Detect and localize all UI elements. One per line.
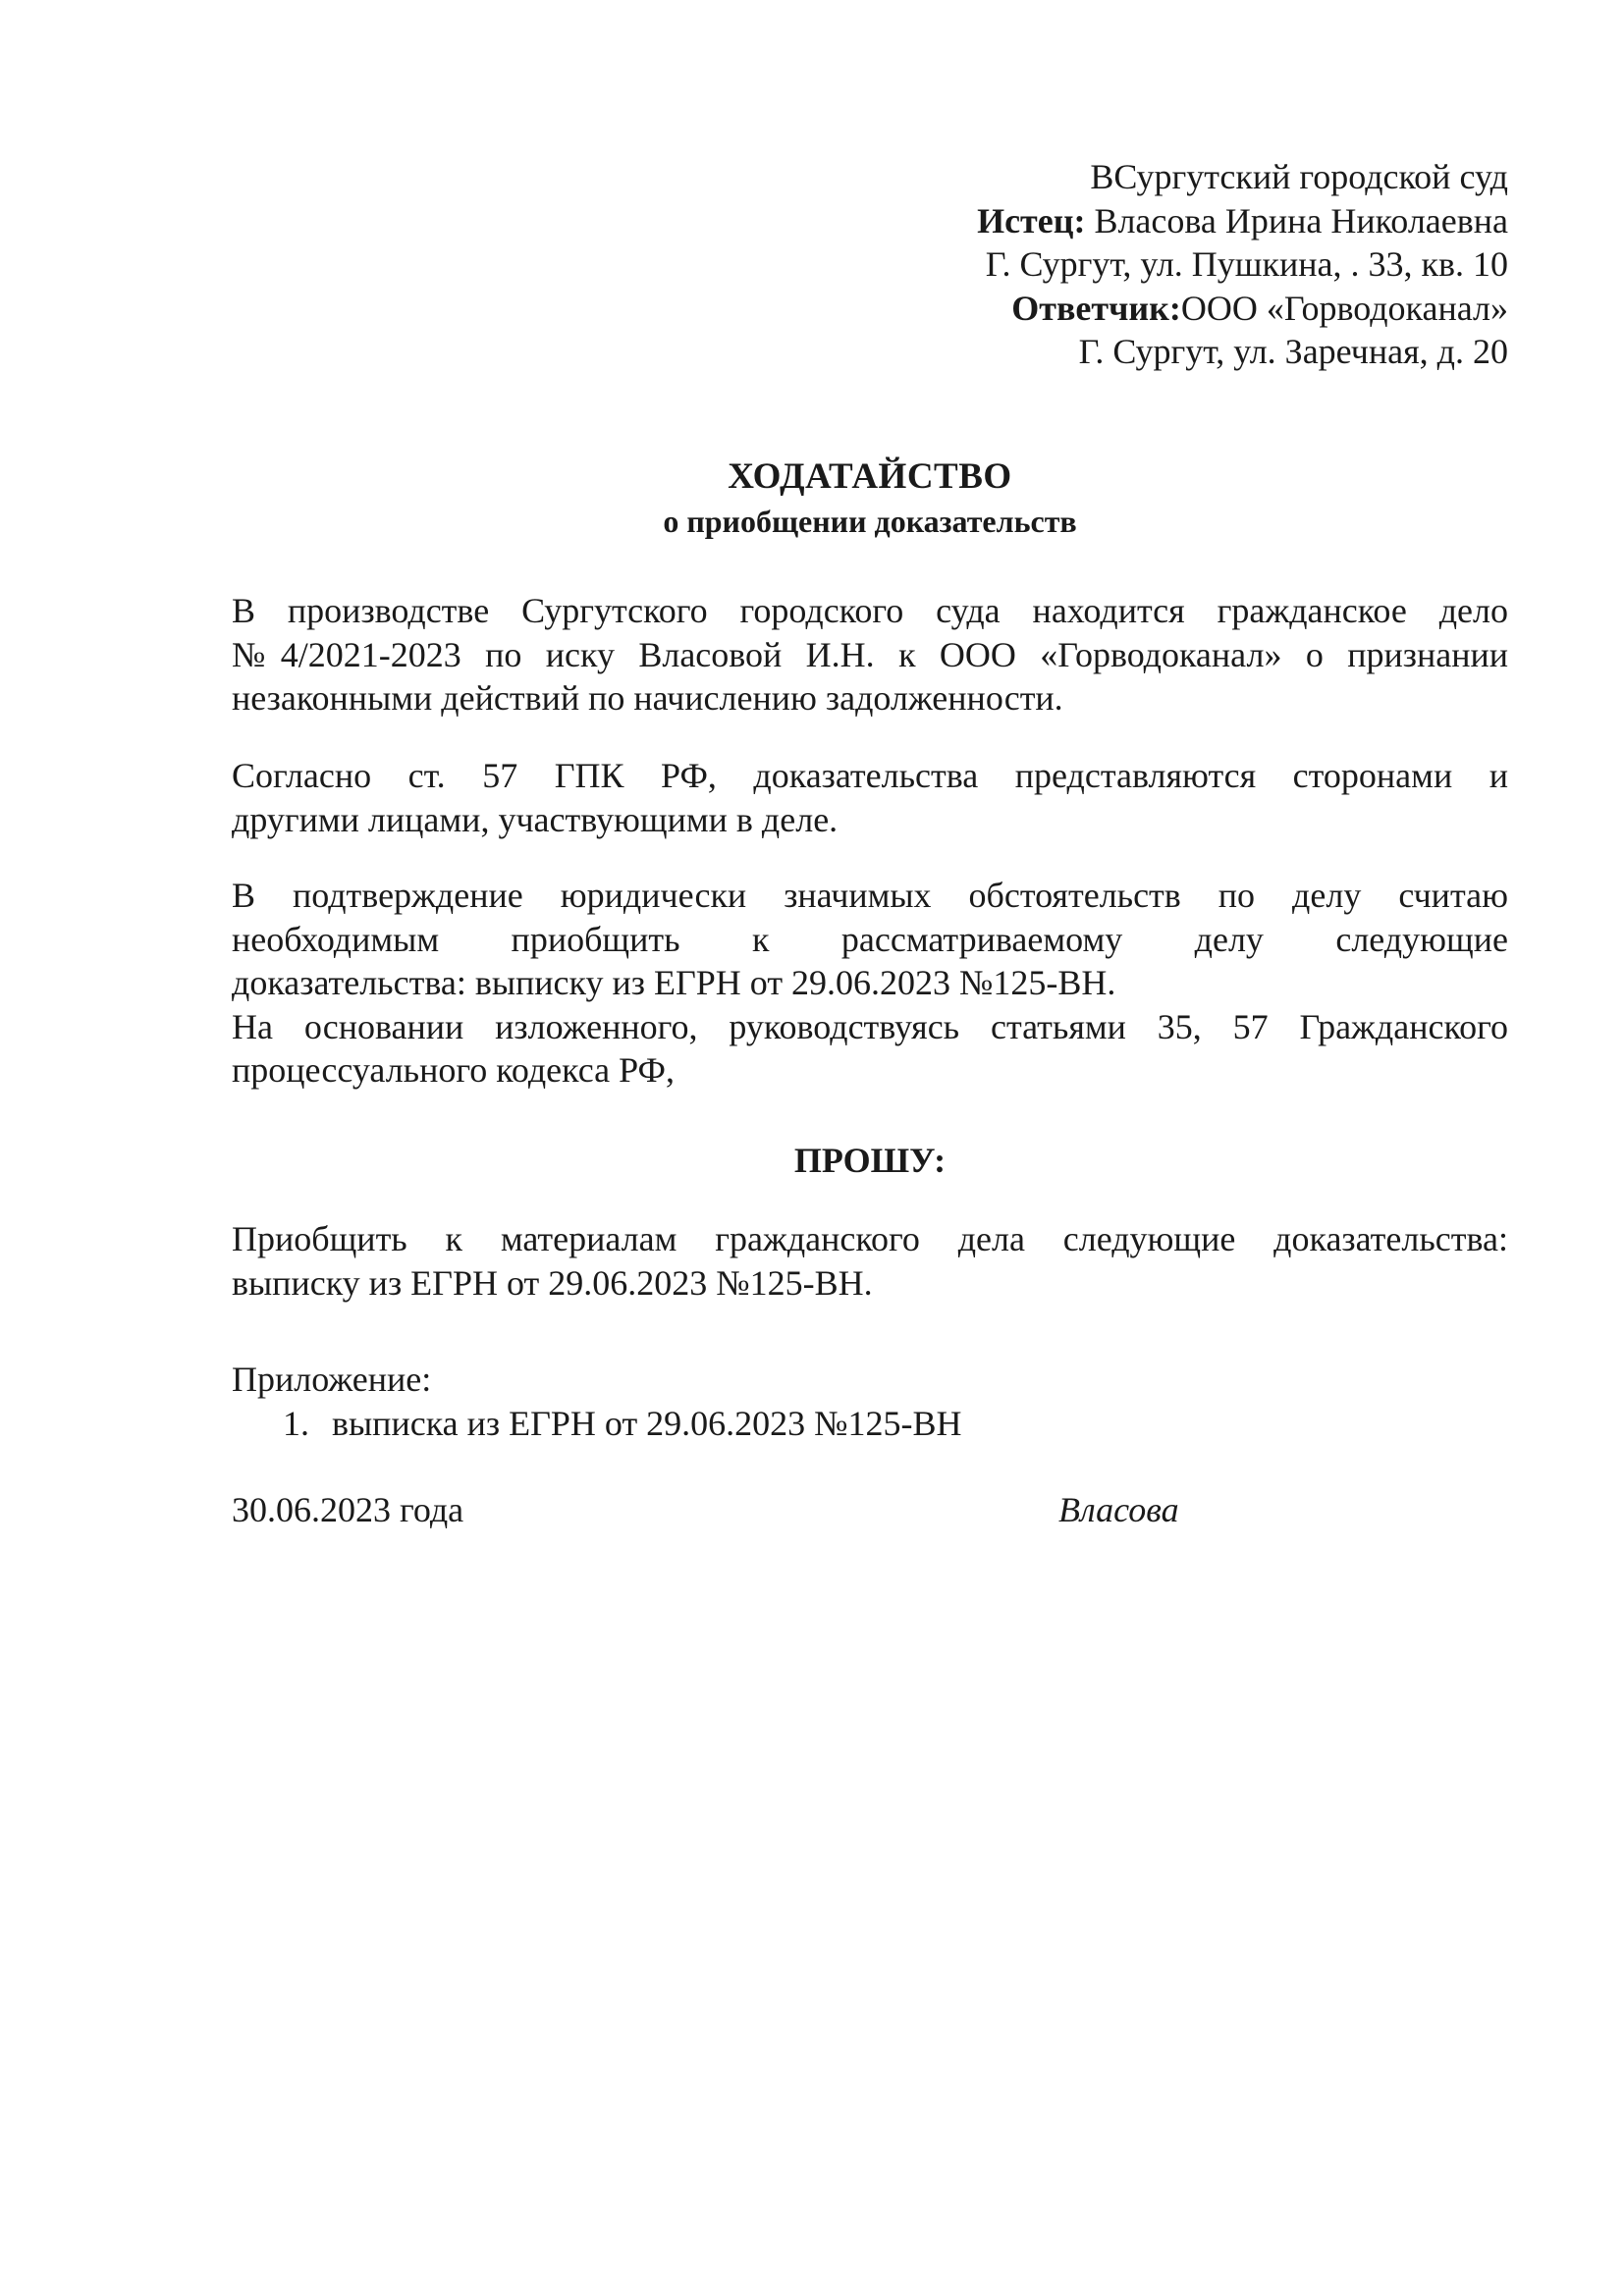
paragraph-legal-basis — [232, 754, 1508, 841]
defendant-name: ООО «Горводоканал» — [1180, 288, 1508, 328]
title-main: ХОДАТАЙСТВО — [728, 456, 1012, 497]
attachment-text: выписка из ЕГРН от 29.06.2023 №125-ВН — [332, 1404, 962, 1443]
document-title — [232, 454, 1508, 543]
paragraph-line: Приобщить к материалам гражданского дела следующие доказательства: — [232, 1219, 1508, 1258]
paragraph-line: В производстве Сургутского городского суда находится гражданское дело — [232, 591, 1508, 630]
paragraph-line: процессуального кодекса РФ, — [232, 1050, 675, 1090]
court-name: ВСургутский городской суд — [1090, 157, 1508, 196]
paragraph-line: №4/2021-2023 по иску Власовой И.Н. к ООО «Горводоканал» о признании — [232, 634, 1508, 674]
plaintiff-name: Власова Ирина Николаевна — [1085, 200, 1508, 240]
paragraph-line: На основании изложенного, руководствуясь статьями 35, 57 Гражданского — [232, 1006, 1508, 1046]
plaintiff-line — [232, 199, 1508, 243]
signature: Власова — [1058, 1490, 1179, 1529]
paragraph-line: Согласно ст. 57 ГПК РФ, доказательства представляются сторонами и — [232, 756, 1508, 795]
paragraph-request — [232, 1217, 1508, 1305]
paragraph-line: другими лицами, участвующими в деле. — [232, 799, 839, 839]
paragraph-line: выписку из ЕГРН от 29.06.2023 №125-ВН. — [232, 1262, 873, 1303]
paragraph-line: В подтверждение юридически значимых обстоятельств по делу считаю — [232, 876, 1508, 915]
document-date: 30.06.2023 года — [232, 1490, 464, 1529]
plaintiff-label: Истец: — [977, 200, 1086, 240]
attachment-item — [283, 1402, 962, 1445]
document-header — [232, 155, 1508, 374]
defendant-line — [232, 287, 1508, 331]
paragraph-line: незаконными действий по начислению задолженности. — [232, 678, 1063, 718]
paragraph-line: необходимым приобщить к рассматриваемому делу следующие — [232, 919, 1508, 959]
defendant-address: Г. Сургут, ул. Заречная, д. 20 — [1078, 332, 1508, 371]
attachment-number: 1. — [283, 1404, 309, 1443]
attachments-label: Приложение: — [232, 1360, 432, 1399]
defendant-label: Ответчик: — [1011, 288, 1181, 328]
paragraph-line: доказательства: выписку из ЕГРН от 29.06.2023 №125-ВН. — [232, 963, 1116, 1002]
request-heading: ПРОШУ: — [793, 1141, 947, 1180]
title-subtitle: о приобщении доказательств — [663, 504, 1077, 539]
paragraph-evidence — [232, 874, 1508, 1093]
document-page — [232, 0, 1508, 2296]
plaintiff-address: Г. Сургут, ул. Пушкина, . 33, кв. 10 — [985, 244, 1508, 284]
paragraph-case-info — [232, 589, 1508, 721]
